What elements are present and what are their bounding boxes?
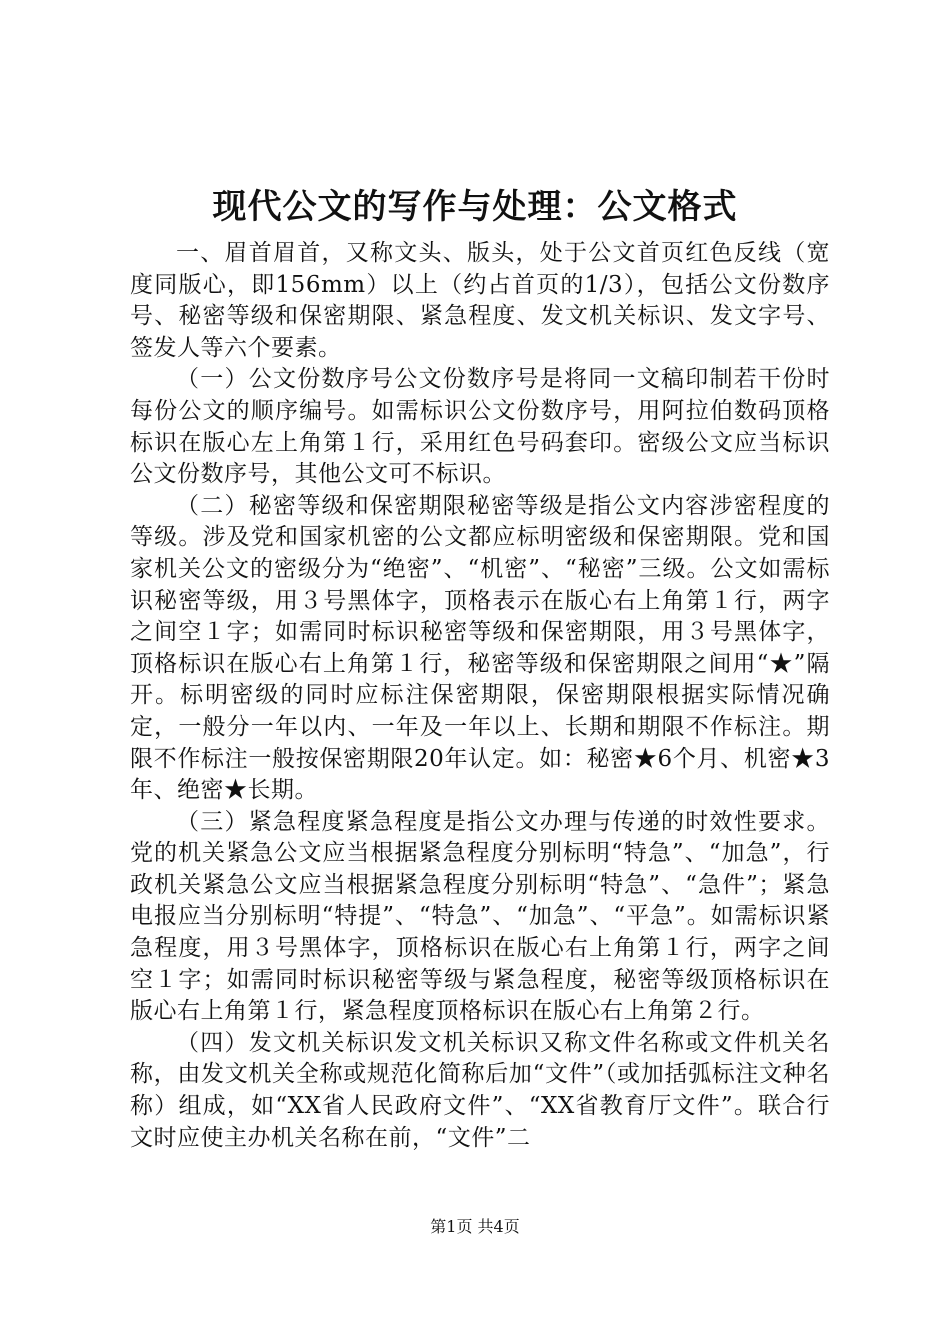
document-body [130, 238, 830, 1154]
page-footer: 第1页 共4页 [430, 1217, 520, 1236]
paragraph-4: （三）紧急程度紧急程度是指公文办理与传递的时效性要求。党的机关紧急公文应当根据紧急程度分别标明“特急”、“加急”，行政机关紧急公文应当根据紧急程度分别标明“特急”、“急件”；紧急电报应当分别标明“特提”、“特急”、“加急”、“平急”。如需标识紧急程度，用３号黑体字，顶格标识在版心右上角第１行，两字之间空１字；如需同时标识秘密等级与紧急程度，秘密等级顶格标识在版心右上角第１行，紧急程度顶格标识在版心右上角第２行。 [130, 808, 830, 1025]
paragraph-3: （二）秘密等级和保密期限秘密等级是指公文内容涉密程度的等级。涉及党和国家机密的公文都应标明密级和保密期限。党和国家机关公文的密级分为“绝密”、“机密”、“秘密”三级。公文如需标识秘密等级，用３号黑体字，顶格表示在版心右上角第１行，两字之间空１字；如需同时标识秘密等级和保密期限，用３号黑体字，顶格标识在版心右上角第１行，秘密等级和保密期限之间用“★”隔开。标明密级的同时应标注保密期限，保密期限根据实际情况确定，一般分一年以内、一年及一年以上、长期和期限不作标注。期限不作标注一般按保密期限20年认定。如：秘密★6个月、机密★3年、绝密★长期。 [130, 492, 830, 804]
paragraph-2: （一）公文份数序号公文份数序号是将同一文稿印制若干份时每份公文的顺序编号。如需标识公文份数序号，用阿拉伯数码顶格标识在版心左上角第１行，采用红色号码套印。密级公文应当标识公文份数序号，其他公文可不标识。 [130, 366, 830, 488]
document-title: 现代公文的写作与处理：公文格式 [212, 187, 738, 227]
paragraph-1: 一、眉首眉首，又称文头、版头，处于公文首页红色反线（宽度同版心，即156mm）以上（约占首页的1/3），包括公文份数序号、秘密等级和保密期限、紧急程度、发文机关标识、发文字号、签发人等六个要素。 [130, 240, 830, 361]
paragraph-5: （四）发文机关标识发文机关标识又称文件名称或文件机关名称，由发文机关全称或规范化简称后加“文件”（或加括弧标注文种名称）组成，如“XX省人民政府文件”、“XX省教育厅文件”。联合行文时应使主办机关名称在前，“文件”二 [130, 1029, 830, 1151]
